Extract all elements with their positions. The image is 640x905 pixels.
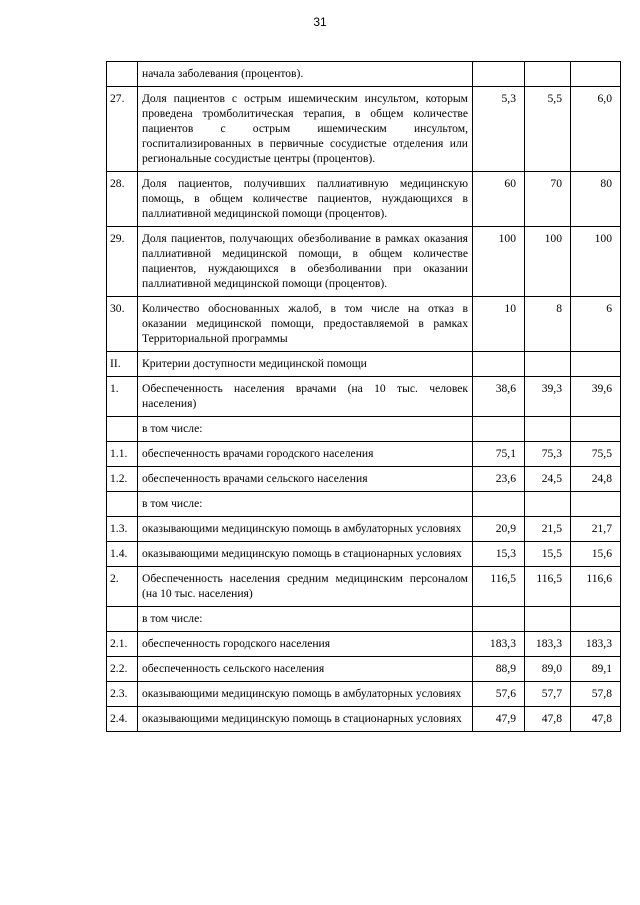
row-value-1: 38,6 [473, 377, 525, 417]
row-number: 30. [107, 297, 138, 352]
page-number: 31 [313, 15, 327, 29]
table-row [107, 442, 621, 467]
row-description: оказывающими медицинскую помощь в амбулаторных условиях [138, 517, 473, 542]
row-description: Доля пациентов, получающих обезболивание в рамках оказания паллиативной медицинской помощи, в общем количестве пациентов, нуждающихся в обезболивании при оказании паллиативной медицинской помощи (процентов). [138, 227, 473, 297]
row-value-1: 15,3 [473, 542, 525, 567]
row-description: Критерии доступности медицинской помощи [138, 352, 473, 377]
row-value-3: 39,6 [571, 377, 621, 417]
row-description: начала заболевания (процентов). [138, 62, 473, 87]
table-row [107, 87, 621, 172]
row-value-3: 100 [571, 227, 621, 297]
table-row [107, 632, 621, 657]
row-value-2: 24,5 [525, 467, 571, 492]
row-value-2: 89,0 [525, 657, 571, 682]
row-value-3: 24,8 [571, 467, 621, 492]
row-description: Количество обоснованных жалоб, в том числе на отказ в оказании медицинской помощи, предоставляемой в рамках Территориальной программы [138, 297, 473, 352]
row-number: 2.2. [107, 657, 138, 682]
row-description: оказывающими медицинскую помощь в амбулаторных условиях [138, 682, 473, 707]
row-description: обеспеченность городского населения [138, 632, 473, 657]
row-value-2: 5,5 [525, 87, 571, 172]
row-description: оказывающими медицинскую помощь в стационарных условиях [138, 707, 473, 732]
row-value-1: 100 [473, 227, 525, 297]
row-value-2: 47,8 [525, 707, 571, 732]
row-value-3: 6,0 [571, 87, 621, 172]
row-number: 1.2. [107, 467, 138, 492]
row-value-1: 116,5 [473, 567, 525, 607]
row-number: 2. [107, 567, 138, 607]
row-value-1 [473, 352, 525, 377]
row-value-2: 15,5 [525, 542, 571, 567]
row-value-2 [525, 607, 571, 632]
row-value-3 [571, 492, 621, 517]
table-row [107, 657, 621, 682]
row-number: 2.4. [107, 707, 138, 732]
table-row [107, 682, 621, 707]
row-value-2: 100 [525, 227, 571, 297]
table-row [107, 297, 621, 352]
row-number: 1.1. [107, 442, 138, 467]
row-value-1: 183,3 [473, 632, 525, 657]
table-body [107, 62, 621, 732]
row-number: 29. [107, 227, 138, 297]
row-description: Обеспеченность населения средним медицинским персоналом (на 10 тыс. населения) [138, 567, 473, 607]
row-number [107, 607, 138, 632]
row-number: 1.3. [107, 517, 138, 542]
row-number: 28. [107, 172, 138, 227]
criteria-table [106, 61, 621, 732]
table-row [107, 707, 621, 732]
row-number: 2.1. [107, 632, 138, 657]
row-value-1: 57,6 [473, 682, 525, 707]
row-number: 2.3. [107, 682, 138, 707]
row-description: Доля пациентов с острым ишемическим инсультом, которым проведена тромболитическая терапия, в общем количестве пациентов с острым ишемическим инсультом, госпитализированных в первичные сосудистые отделения или региональные сосудистые центры (процентов). [138, 87, 473, 172]
row-value-2: 75,3 [525, 442, 571, 467]
row-description: Доля пациентов, получивших паллиативную медицинскую помощь, в общем количестве пациентов, нуждающихся в паллиативной медицинской помощи (процентов). [138, 172, 473, 227]
row-value-3: 6 [571, 297, 621, 352]
row-number [107, 417, 138, 442]
row-value-2: 57,7 [525, 682, 571, 707]
row-value-3: 47,8 [571, 707, 621, 732]
row-value-2: 21,5 [525, 517, 571, 542]
table-row [107, 227, 621, 297]
row-value-3: 116,6 [571, 567, 621, 607]
row-number [107, 62, 138, 87]
row-value-3 [571, 607, 621, 632]
row-value-3: 183,3 [571, 632, 621, 657]
row-value-1: 10 [473, 297, 525, 352]
row-number: 27. [107, 87, 138, 172]
row-value-3: 89,1 [571, 657, 621, 682]
table-row [107, 62, 621, 87]
row-value-1 [473, 492, 525, 517]
row-value-3 [571, 417, 621, 442]
row-value-2: 183,3 [525, 632, 571, 657]
table-row [107, 377, 621, 417]
row-value-1 [473, 607, 525, 632]
row-value-2: 116,5 [525, 567, 571, 607]
row-number: II. [107, 352, 138, 377]
table-row [107, 607, 621, 632]
row-value-1: 47,9 [473, 707, 525, 732]
row-value-3: 21,7 [571, 517, 621, 542]
row-description: оказывающими медицинскую помощь в стационарных условиях [138, 542, 473, 567]
row-description: обеспеченность врачами городского населения [138, 442, 473, 467]
row-description: обеспеченность сельского населения [138, 657, 473, 682]
row-value-2: 39,3 [525, 377, 571, 417]
table-row [107, 567, 621, 607]
table-row [107, 172, 621, 227]
row-description: в том числе: [138, 492, 473, 517]
table-row [107, 492, 621, 517]
row-value-1 [473, 62, 525, 87]
table-row [107, 352, 621, 377]
table-row [107, 417, 621, 442]
row-value-3: 15,6 [571, 542, 621, 567]
row-value-1: 23,6 [473, 467, 525, 492]
row-description: в том числе: [138, 417, 473, 442]
row-number: 1.4. [107, 542, 138, 567]
row-value-3: 57,8 [571, 682, 621, 707]
row-value-2 [525, 62, 571, 87]
row-value-1: 20,9 [473, 517, 525, 542]
table-row [107, 467, 621, 492]
row-value-1: 60 [473, 172, 525, 227]
row-value-3 [571, 352, 621, 377]
row-value-1: 88,9 [473, 657, 525, 682]
row-value-2 [525, 417, 571, 442]
row-value-2 [525, 352, 571, 377]
row-value-2: 8 [525, 297, 571, 352]
table-row [107, 517, 621, 542]
row-value-2: 70 [525, 172, 571, 227]
row-value-2 [525, 492, 571, 517]
row-value-3: 80 [571, 172, 621, 227]
row-value-3 [571, 62, 621, 87]
row-value-3: 75,5 [571, 442, 621, 467]
row-description: обеспеченность врачами сельского населения [138, 467, 473, 492]
table-row [107, 542, 621, 567]
row-description: Обеспеченность населения врачами (на 10 тыс. человек населения) [138, 377, 473, 417]
row-number: 1. [107, 377, 138, 417]
row-number [107, 492, 138, 517]
row-description: в том числе: [138, 607, 473, 632]
row-value-1: 75,1 [473, 442, 525, 467]
row-value-1 [473, 417, 525, 442]
row-value-1: 5,3 [473, 87, 525, 172]
